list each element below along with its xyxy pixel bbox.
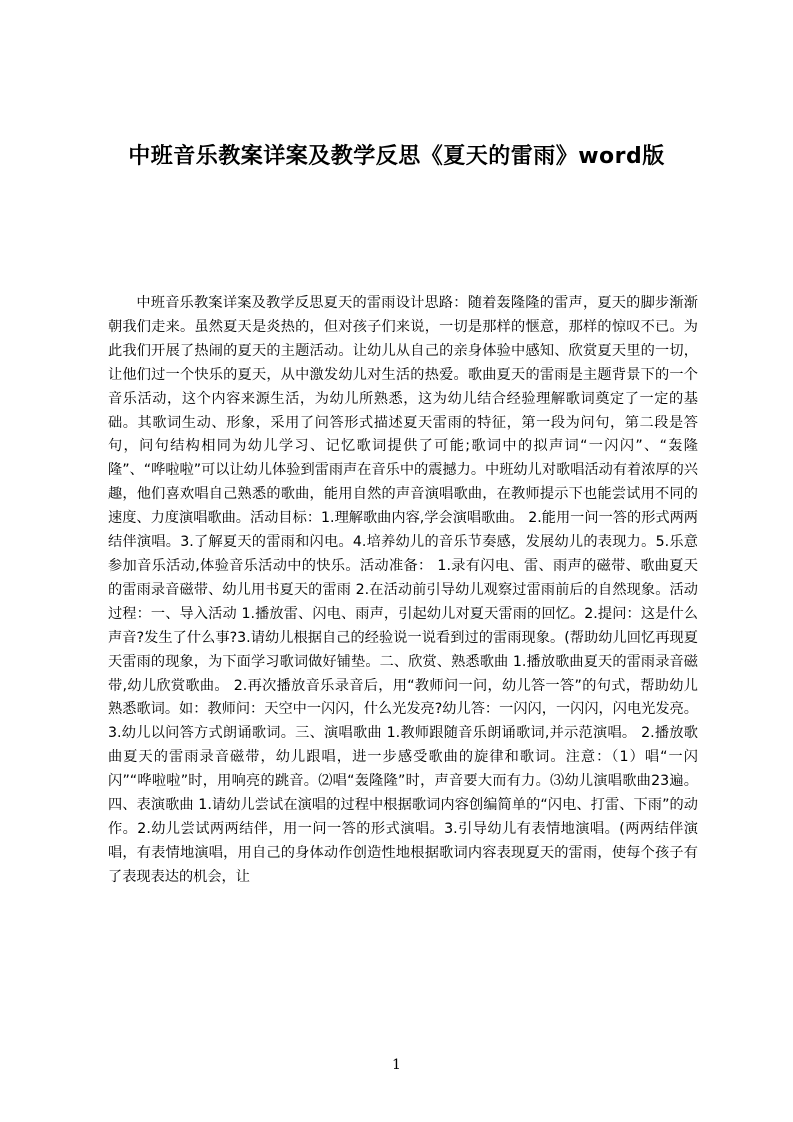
body-paragraph: 中班音乐教案详案及教学反思夏天的雷雨设计思路：随着轰隆隆的雷声，夏天的脚步渐渐朝我们走来。虽然夏天是炎热的，但对孩子们来说，一切是那样的惬意，那样的惊叹不已。为此我们开展了热闹的夏天的主题活动。让幼儿从自己的亲身体验中感知、欣赏夏天里的一切，让他们过一个快乐的夏天，从中激发幼儿对生活的热爱。歌曲夏天的雷雨是主题背景下的一个音乐活动，这个内容来源生活，为幼儿所熟悉，这为幼儿结合经验理解歌词奠定了一定的基础。其歌词生动、形象，采用了问答形式描述夏天雷雨的特征，第一段为问句，第二段是答句，问句结构相同为幼儿学习、记忆歌词提供了可能;歌词中的拟声词“一闪闪”、“轰隆隆”、“哗啦啦”可以让幼儿体验到雷雨声在音乐中的震撼力。中班幼儿对歌唱活动有着浓厚的兴趣，他们喜欢唱自己熟悉的歌曲，能用自然的声音演唱歌曲，在教师提示下也能尝试用不同的速度、力度演唱歌曲。活动目标：1.理解歌曲内容,学会演唱歌曲。 2.能用一问一答的形式两两结伴演唱。3.了解夏天的雷雨和闪电。4.培养幼儿的音乐节奏感，发展幼儿的表现力。5.乐意参加音乐活动,体验音乐活动中的快乐。活动准备： 1.录有闪电、雷、雨声的磁带、歌曲夏天的雷雨录音磁带、幼儿用书夏天的雷雨 2.在活动前引导幼儿观察过雷雨前后的自然现象。活动过程：一、导入活动 1.播放雷、闪电、雨声，引起幼儿对夏天雷雨的回忆。2.提问：这是什么声音?发生了什么事?3.请幼儿根据自己的经验说一说看到过的雷雨现象。(帮助幼儿回忆再现夏天雷雨的现象，为下面学习歌词做好铺垫。二、欣赏、熟悉歌曲 1.播放歌曲夏天的雷雨录音磁带,幼儿欣赏歌曲。 2.再次播放音乐录音后，用“教师问一问，幼儿答一答”的句式，帮助幼儿熟悉歌词。如：教师问：天空中一闪闪，什么光发亮?幼儿答：一闪闪，一闪闪，闪电光发亮。3.幼儿以问答方式朗诵歌词。三、演唱歌曲 1.教师跟随音乐朗诵歌词,并示范演唱。 2.播放歌曲夏天的雷雨录音磁带，幼儿跟唱，进一步感受歌曲的旋律和歌词。注意：（1）唱“一闪闪”“哗啦啦”时，用响亮的跳音。⑵唱“轰隆隆”时，声音要大而有力。⑶幼儿演唱歌曲23遍。四、表演歌曲 1.请幼儿尝试在演唱的过程中根据歌词内容创编简单的“闪电、打雷、下雨”的动作。2.幼儿尝试两两结伴，用一问一答的形式演唱。3.引导幼儿有表情地演唱。(两两结伴演唱，有表情地演唱，用自己的身体动作创造性地根据歌词内容表现夏天的雷雨，使每个孩子有了表现表达的机会，让 <box>108 295 698 885</box>
page-number: 1 <box>392 1057 401 1073</box>
document-title: 中班音乐教案详案及教学反思《夏天的雷雨》word版 <box>128 144 665 169</box>
